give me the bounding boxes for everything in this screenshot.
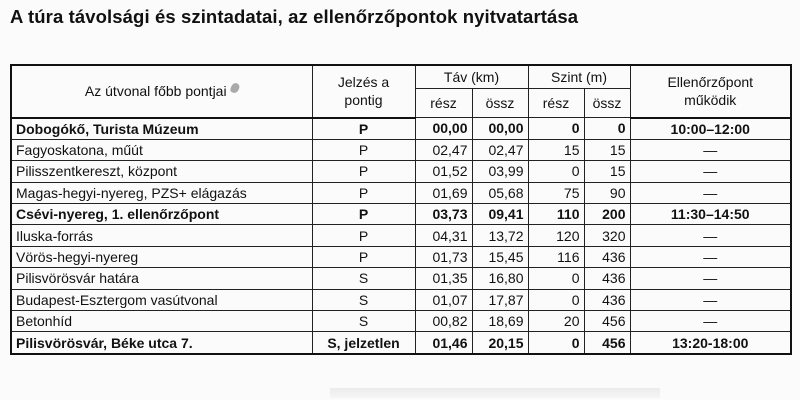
cell-elevation-part: 15 bbox=[528, 139, 584, 160]
cell-distance-total: 16,80 bbox=[472, 268, 528, 289]
header-route-points-label: Az útvonal főbb pontjai bbox=[84, 83, 227, 100]
cell-route-point: Csévi-nyereg, 1. ellenőrzőpont bbox=[11, 204, 312, 225]
cell-route-point: Vörös-hegyi-nyereg bbox=[11, 246, 312, 267]
table-row bbox=[11, 311, 791, 332]
cell-elevation-part: 0 bbox=[528, 268, 584, 289]
header-checkpoint bbox=[630, 65, 791, 118]
cell-checkpoint-hours: — bbox=[630, 246, 791, 267]
cell-marking: P bbox=[312, 182, 415, 203]
cell-distance-total: 02,47 bbox=[472, 139, 528, 160]
cell-checkpoint-hours: — bbox=[630, 139, 791, 160]
table-row bbox=[11, 182, 791, 203]
cell-checkpoint-hours: — bbox=[630, 289, 791, 310]
cell-checkpoint-hours: — bbox=[630, 182, 791, 203]
cell-elevation-total: 436 bbox=[584, 268, 630, 289]
table-row bbox=[11, 118, 791, 140]
cell-elevation-total: 200 bbox=[584, 204, 630, 225]
cell-distance-total: 20,15 bbox=[472, 332, 528, 354]
cell-elevation-total: 15 bbox=[584, 161, 630, 182]
cell-elevation-part: 110 bbox=[528, 204, 584, 225]
cell-route-point: Budapest-Esztergom vasútvonal bbox=[11, 289, 312, 310]
cell-distance-part: 00,82 bbox=[415, 311, 472, 332]
cell-checkpoint-hours: — bbox=[630, 268, 791, 289]
header-checkpoint-line2: működik bbox=[684, 92, 737, 109]
header-row-top bbox=[11, 65, 791, 89]
cell-checkpoint-hours: 11:30–14:50 bbox=[630, 204, 791, 225]
cell-marking: P bbox=[312, 118, 415, 140]
table-row bbox=[11, 246, 791, 267]
table-row bbox=[11, 139, 791, 160]
cell-distance-part: 00,00 bbox=[415, 118, 472, 140]
cell-elevation-part: 0 bbox=[528, 118, 584, 140]
route-table bbox=[10, 64, 792, 355]
table-row bbox=[11, 268, 791, 289]
header-marking-line1: Jelzés a bbox=[337, 74, 390, 91]
cell-distance-total: 18,69 bbox=[472, 311, 528, 332]
table-row bbox=[11, 289, 791, 310]
cell-marking: S bbox=[312, 268, 415, 289]
cell-elevation-total: 456 bbox=[584, 311, 630, 332]
table-row bbox=[11, 332, 791, 354]
header-elevation: Szint (m) bbox=[528, 65, 630, 89]
cell-distance-part: 01,35 bbox=[415, 268, 472, 289]
header-distance-total: össz bbox=[472, 89, 528, 118]
cell-route-point: Pilisvörösvár határa bbox=[11, 268, 312, 289]
header-elevation-total: össz bbox=[584, 89, 630, 118]
cell-route-point: Dobogókő, Turista Múzeum bbox=[11, 118, 312, 140]
document-title: A túra távolsági és szintadatai, az ellenőrzőpontok nyitvatartása bbox=[10, 6, 579, 27]
cell-distance-part: 02,47 bbox=[415, 139, 472, 160]
cell-route-point: Iluska-forrás bbox=[11, 225, 312, 246]
table-row bbox=[11, 161, 791, 182]
cell-route-point: Fagyoskatona, műút bbox=[11, 139, 312, 160]
header-checkpoint-line1: Ellenőrzőpont bbox=[667, 74, 754, 91]
scan-artifact bbox=[330, 388, 660, 398]
cell-checkpoint-hours: — bbox=[630, 225, 791, 246]
cell-marking: P bbox=[312, 204, 415, 225]
header-distance-part: rész bbox=[415, 89, 472, 118]
header-distance: Táv (km) bbox=[415, 65, 528, 89]
cell-elevation-part: 120 bbox=[528, 225, 584, 246]
cell-distance-total: 05,68 bbox=[472, 182, 528, 203]
cell-distance-total: 17,87 bbox=[472, 289, 528, 310]
cell-elevation-part: 20 bbox=[528, 311, 584, 332]
cell-distance-total: 15,45 bbox=[472, 246, 528, 267]
cell-distance-part: 01,52 bbox=[415, 161, 472, 182]
cell-route-point: Pilisvörösvár, Béke utca 7. bbox=[11, 332, 312, 354]
cell-elevation-total: 436 bbox=[584, 289, 630, 310]
cell-checkpoint-hours: 10:00–12:00 bbox=[630, 118, 791, 140]
cell-distance-total: 13,72 bbox=[472, 225, 528, 246]
cell-distance-part: 03,73 bbox=[415, 204, 472, 225]
cell-marking: S bbox=[312, 311, 415, 332]
cell-elevation-total: 456 bbox=[584, 332, 630, 354]
cell-elevation-part: 0 bbox=[528, 289, 584, 310]
cell-marking: S bbox=[312, 289, 415, 310]
cell-marking: P bbox=[312, 225, 415, 246]
cell-elevation-part: 116 bbox=[528, 246, 584, 267]
cell-distance-part: 01,46 bbox=[415, 332, 472, 354]
header-marking-line2: pontig bbox=[344, 92, 383, 109]
cell-marking: P bbox=[312, 246, 415, 267]
table-row bbox=[11, 225, 791, 246]
cell-distance-total: 09,41 bbox=[472, 204, 528, 225]
cell-distance-part: 01,69 bbox=[415, 182, 472, 203]
cell-route-point: Betonhíd bbox=[11, 311, 312, 332]
header-marking bbox=[312, 65, 415, 118]
table-row bbox=[11, 204, 791, 225]
pen-smudge-icon bbox=[229, 82, 240, 94]
cell-elevation-total: 436 bbox=[584, 246, 630, 267]
cell-checkpoint-hours: — bbox=[630, 311, 791, 332]
cell-route-point: Magas-hegyi-nyereg, PZS+ elágazás bbox=[11, 182, 312, 203]
cell-marking: P bbox=[312, 161, 415, 182]
cell-distance-part: 01,73 bbox=[415, 246, 472, 267]
cell-marking: P bbox=[312, 139, 415, 160]
cell-elevation-total: 320 bbox=[584, 225, 630, 246]
cell-marking: S, jelzetlen bbox=[312, 332, 415, 354]
cell-checkpoint-hours: 13:20-18:00 bbox=[630, 332, 791, 354]
cell-distance-total: 03,99 bbox=[472, 161, 528, 182]
cell-route-point: Pilisszentkereszt, központ bbox=[11, 161, 312, 182]
header-elevation-part: rész bbox=[528, 89, 584, 118]
cell-distance-part: 01,07 bbox=[415, 289, 472, 310]
cell-distance-total: 00,00 bbox=[472, 118, 528, 140]
cell-elevation-part: 75 bbox=[528, 182, 584, 203]
cell-checkpoint-hours: — bbox=[630, 161, 791, 182]
cell-elevation-total: 15 bbox=[584, 139, 630, 160]
header-route-points bbox=[11, 65, 312, 118]
cell-distance-part: 04,31 bbox=[415, 225, 472, 246]
cell-elevation-part: 0 bbox=[528, 161, 584, 182]
cell-elevation-total: 0 bbox=[584, 118, 630, 140]
cell-elevation-part: 0 bbox=[528, 332, 584, 354]
cell-elevation-total: 90 bbox=[584, 182, 630, 203]
